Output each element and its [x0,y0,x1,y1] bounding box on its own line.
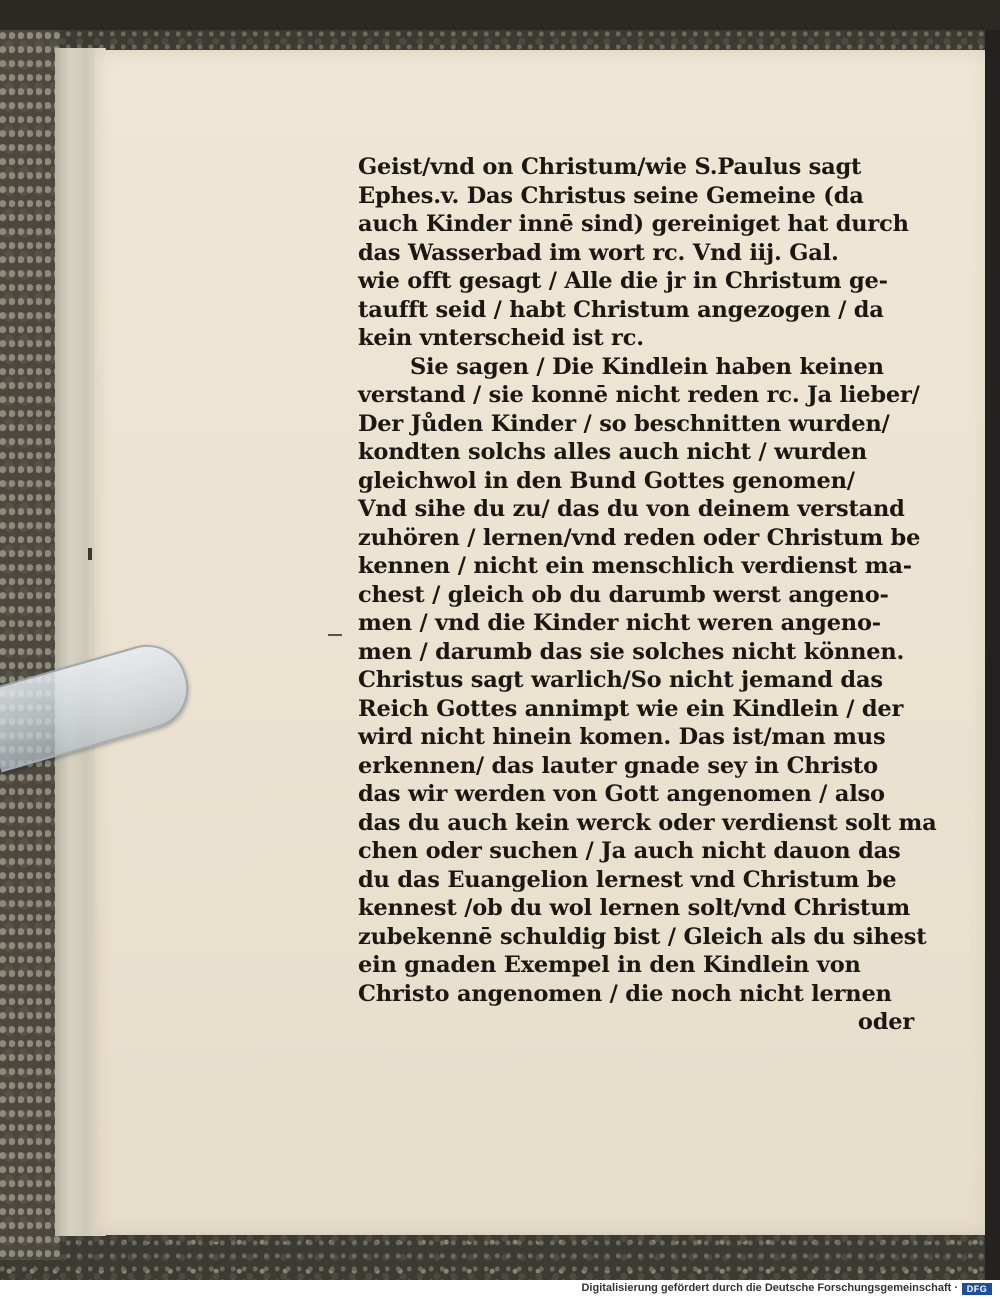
text-line: kondten solchs alles auch nicht / wurden [358,439,867,465]
text-line: ein gnaden Exempel in den Kindlein von [358,952,861,978]
text-line: auch Kinder innē sind) gereiniget hat durch [358,211,909,237]
text-line: das wir werden von Gott angenomen / also [358,781,885,807]
right-cover-edge [985,30,1000,1280]
text-line: Christus sagt warlich/So nicht jemand das [358,667,883,693]
text-line: das Wasserbad im wort rc. Vnd iij. Gal. [358,239,839,266]
text-line: men / vnd die Kinder nicht weren angeno- [358,610,881,636]
text-line: zuhören / lernen/vnd reden oder Christum be [358,524,921,551]
footer-bar [0,1280,1000,1299]
text-line: verstand / sie konnē nicht reden rc. Ja lieber/ [358,382,920,408]
text-line: Vnd sihe du zu/ das du von deinem verstand [358,496,905,522]
text-line: Geist/vnd on Christum/wie S.Paulus sagt [358,154,862,180]
margin-dash [328,634,342,636]
text-line: du das Euangelion lernest vnd Christum be [358,866,897,893]
page-text-block [358,153,937,1037]
text-line: wie offt gesagt / Alle die jr in Christum ge- [358,268,888,294]
dfg-logo: DFG [962,1283,992,1295]
text-line: Der Jůden Kinder / so beschnitten wurden/ [358,410,890,437]
margin-mark [88,548,92,560]
text-line: Reich Gottes annimpt wie ein Kindlein / der [358,695,904,722]
catchword: oder [857,1009,914,1035]
text-line: taufft seid / habt Christum angezogen / da [358,296,884,323]
text-line: kein vnterscheid ist rc. [358,325,644,351]
funding-credit: Digitalisierung gefördert durch die Deutsche Forschungsgemeinschaft · [581,1282,958,1294]
text-line: kennest /ob du wol lernen solt/vnd Christum [358,895,911,921]
text-line: wird nicht hinein komen. Das ist/man mus [358,724,886,750]
text-line: men / darumb das sie solches nicht können. [358,638,905,665]
text-line: chest / gleich ob du darumb werst angeno- [358,581,889,608]
text-line: Sie sagen / Die Kindlein haben keinen [410,353,884,380]
left-cover-board [0,30,60,1260]
text-line: Christo angenomen / die noch nicht lernen [358,980,892,1007]
text-line: das du auch kein werck oder verdienst solt ma [358,809,937,836]
text-line: zubekennē schuldig bist / Gleich als du sihest [358,923,927,950]
text-line: erkennen/ das lauter gnade sey in Christo [358,752,878,779]
text-line: chen oder suchen / Ja auch nicht dauon das [358,838,901,864]
text-line: Ephes.v. Das Christus seine Gemeine (da [358,182,864,209]
text-line: gleichwol in den Bund Gottes genomen/ [358,467,855,494]
text-line: kennen / nicht ein menschlich verdienst ma- [358,553,912,579]
